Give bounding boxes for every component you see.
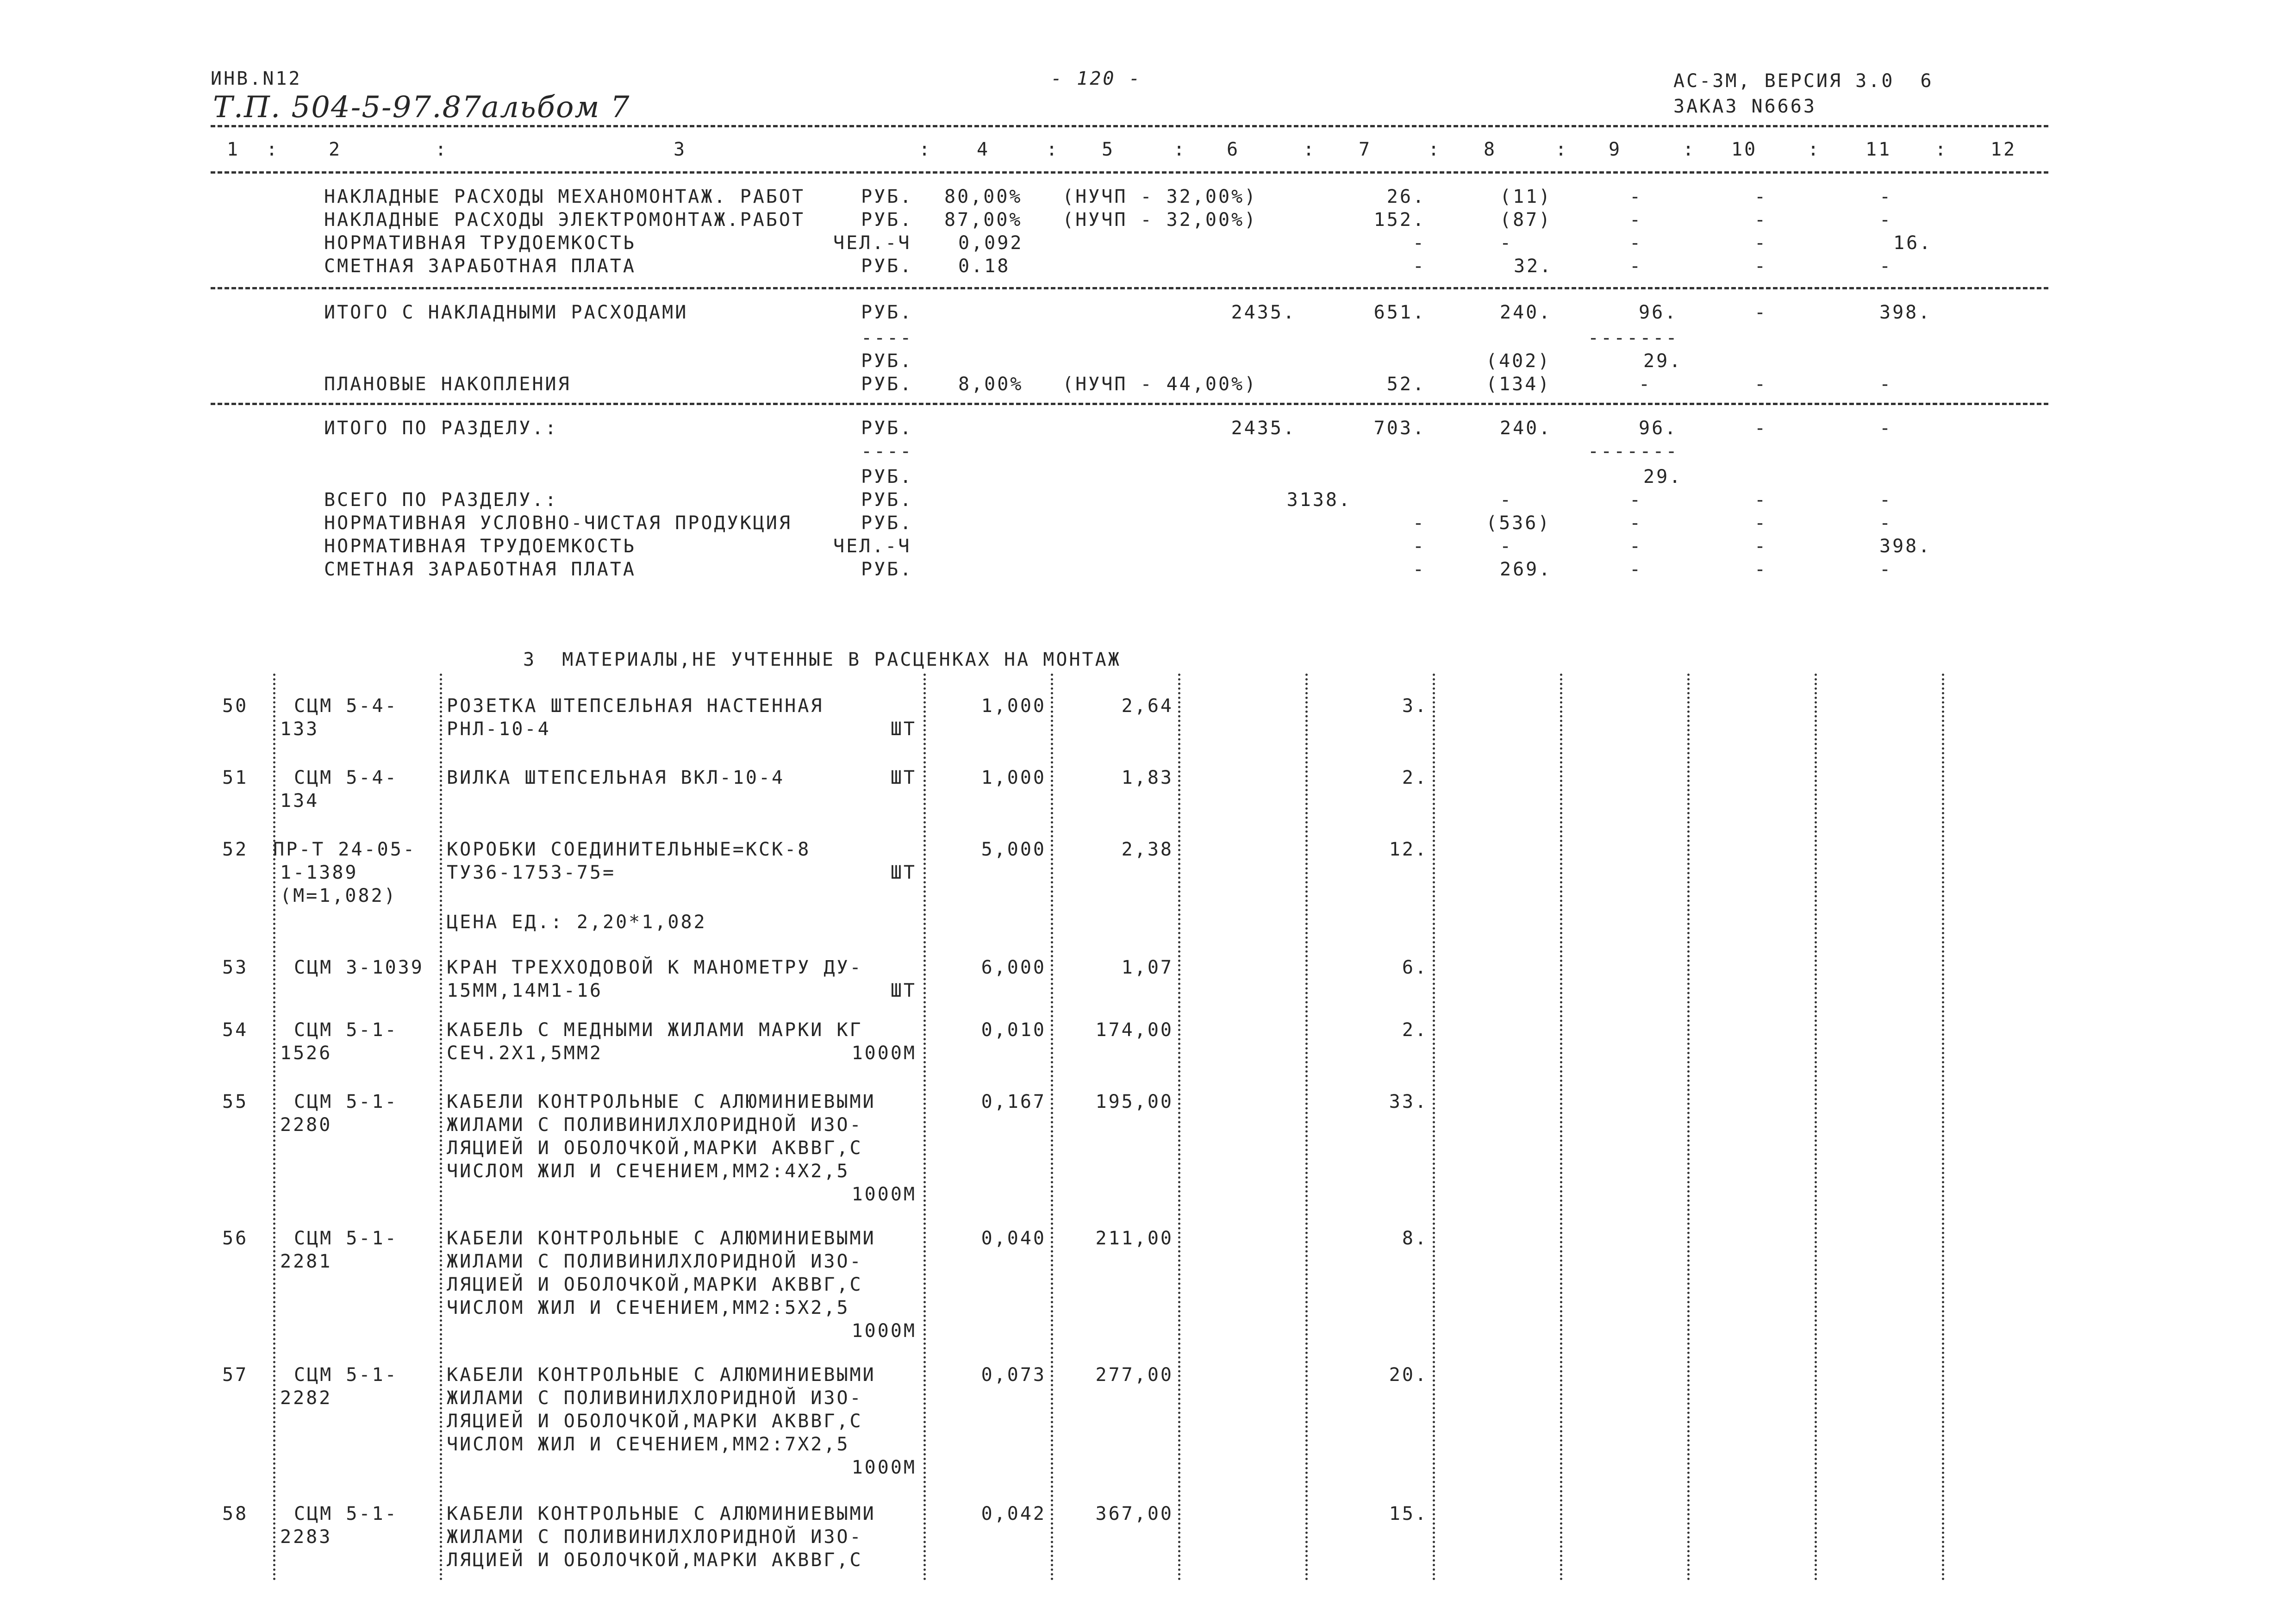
row-c11: - [1879, 489, 1893, 511]
item-desc-line3: ЛЯЦИЕЙ И ОБОЛОЧКОЙ,МАРКИ АКВВГ,С [447, 1411, 863, 1432]
item-qty: 0,010 [981, 1019, 1046, 1041]
row-c8: (87) [1500, 209, 1552, 231]
row-c8: (536) [1486, 512, 1551, 534]
item-qty: 5,000 [981, 839, 1046, 860]
row-c11: - [1879, 512, 1893, 534]
row-c10: - [1754, 302, 1768, 323]
item-desc-line4: ЧИСЛОМ ЖИЛ И СЕЧЕНИЕМ,ММ2:5Х2,5 [447, 1297, 850, 1318]
row-name: ВСЕГО ПО РАЗДЕЛУ.: [324, 489, 558, 511]
row-c9: 29. [1643, 350, 1683, 372]
row-c11: - [1879, 209, 1893, 231]
row-rate: 0,092 [958, 232, 1023, 254]
row-c9: - [1629, 232, 1643, 254]
row-c7: - [1412, 256, 1426, 277]
item-price: 1,83 [1121, 767, 1173, 788]
row-c9: - [1629, 209, 1643, 231]
item-total: 2. [1402, 1019, 1428, 1041]
item-unit: ШТ [890, 980, 917, 1001]
item-price: 277,00 [1095, 1364, 1173, 1386]
col-no-11: 11 [1866, 139, 1892, 160]
item-code: СЦМ 5-1- [294, 1364, 398, 1386]
c9-divider: ------- [1588, 327, 1679, 349]
item-code: СЦМ 5-4- [294, 695, 398, 717]
col-no-8: 8 [1484, 139, 1497, 160]
item-code: СЦМ 5-1- [294, 1091, 398, 1112]
row-unit: РУБ. [861, 512, 913, 534]
item-total: 2. [1402, 767, 1428, 788]
item-code: СЦМ 5-1- [294, 1228, 398, 1249]
row-c10: - [1754, 512, 1768, 534]
item-desc-line2: ЖИЛАМИ С ПОЛИВИНИЛХЛОРИДНОЙ ИЗО- [447, 1251, 863, 1272]
item-desc-line3: ЛЯЦИЕЙ И ОБОЛОЧКОЙ,МАРКИ АКВВГ,С [447, 1137, 863, 1159]
item-no: 52 [222, 839, 249, 860]
row-c9: - [1639, 374, 1652, 395]
item-unit: ШТ [890, 862, 917, 883]
program-version: АС-3М, ВЕРСИЯ 3.0 6 [1673, 70, 1934, 92]
item-qty: 0,042 [981, 1503, 1046, 1524]
col-no-6: 6 [1227, 139, 1240, 160]
item-total: 20. [1389, 1364, 1428, 1386]
col-no-7: 7 [1359, 139, 1372, 160]
row-unit: ЧЕЛ.-Ч [833, 232, 911, 254]
item-desc-line2: ЖИЛАМИ С ПОЛИВИНИЛХЛОРИДНОЙ ИЗО- [447, 1526, 863, 1548]
row-c10: - [1754, 209, 1768, 231]
row-unit: РУБ. [861, 350, 913, 372]
row-c8: 32. [1514, 256, 1553, 277]
row-c7: - [1412, 512, 1426, 534]
item-code-line2: 133 [280, 718, 319, 740]
item-desc-line2: ЖИЛАМИ С ПОЛИВИНИЛХЛОРИДНОЙ ИЗО- [447, 1114, 863, 1136]
row-c8: 240. [1500, 302, 1552, 323]
item-desc: ВИЛКА ШТЕПСЕЛЬНАЯ ВКЛ-10-4 [447, 767, 785, 788]
row-c8: - [1500, 536, 1513, 557]
item-qty: 0,040 [981, 1228, 1046, 1249]
row-name: НОРМАТИВНАЯ ТРУДОЕМКОСТЬ [324, 536, 636, 557]
row-c9: 96. [1639, 418, 1678, 439]
row-unit: РУБ. [861, 302, 913, 323]
row-nuchp: (НУЧП - 44,00%) [1062, 374, 1258, 395]
row-unit: РУБ. [861, 466, 913, 487]
row-name: НАКЛАДНЫЕ РАСХОДЫ МЕХАНОМОНТАЖ. РАБОТ [324, 186, 805, 207]
item-unit: 1000М [851, 1320, 917, 1342]
row-c8: (402) [1486, 350, 1551, 372]
inventory-number: ИНВ.N12 [211, 68, 302, 89]
item-desc: КАБЕЛИ КОНТРОЛЬНЫЕ С АЛЮМИНИЕВЫМИ [447, 1503, 876, 1524]
item-desc: РОЗЕТКА ШТЕПСЕЛЬНАЯ НАСТЕННАЯ [447, 695, 824, 717]
item-total: 12. [1389, 839, 1428, 860]
row-c9: - [1629, 559, 1643, 580]
row-c10: - [1754, 186, 1768, 207]
row-c9: - [1629, 512, 1643, 534]
row-c9: - [1629, 536, 1643, 557]
item-total: 8. [1402, 1228, 1428, 1249]
row-name: НАКЛАДНЫЕ РАСХОДЫ ЭЛЕКТРОМОНТАЖ.РАБОТ [324, 209, 805, 231]
row-c7: 26. [1386, 186, 1426, 207]
item-qty: 0,167 [981, 1091, 1046, 1112]
row-unit: РУБ. [861, 418, 913, 439]
row-name: ИТОГО ПО РАЗДЕЛУ.: [324, 418, 558, 439]
item-unit: ШТ [890, 767, 917, 788]
item-desc: КАБЕЛИ КОНТРОЛЬНЫЕ С АЛЮМИНИЕВЫМИ [447, 1091, 876, 1112]
item-price: 174,00 [1095, 1019, 1173, 1041]
item-unit: ШТ [890, 718, 917, 740]
row-c9: - [1629, 489, 1643, 511]
item-code-line2: 2280 [280, 1114, 332, 1136]
rule-2 [211, 403, 2048, 405]
col-no-10: 10 [1731, 139, 1758, 160]
row-rate: 0.18 [958, 256, 1011, 277]
rule-1 [211, 287, 2048, 289]
row-unit: РУБ. [861, 559, 913, 580]
row-unit: РУБ. [861, 209, 913, 231]
item-desc: КАБЕЛЬ С МЕДНЫМИ ЖИЛАМИ МАРКИ КГ [447, 1019, 863, 1041]
row-c6: 2435. [1231, 302, 1296, 323]
row-c11: 398. [1879, 536, 1932, 557]
row-nuchp: (НУЧП - 32,00%) [1062, 209, 1258, 231]
row-c7: - [1412, 536, 1426, 557]
item-code: ПР-Т 24-05- [273, 839, 416, 860]
row-c10: - [1754, 536, 1768, 557]
item-code: СЦМ 5-1- [294, 1503, 398, 1524]
handwritten-reference: Т.П. 504-5-97.87 [213, 90, 482, 125]
item-no: 53 [222, 957, 249, 978]
row-rate: 87,00% [944, 209, 1023, 231]
item-desc-line4: ЧИСЛОМ ЖИЛ И СЕЧЕНИЕМ,ММ2:7Х2,5 [447, 1434, 850, 1455]
row-c11: 398. [1879, 302, 1932, 323]
row-unit: РУБ. [861, 489, 913, 511]
row-c8: (134) [1486, 374, 1551, 395]
item-no: 58 [222, 1503, 249, 1524]
unit-divider: ---- [861, 327, 913, 349]
item-desc-line4: ЧИСЛОМ ЖИЛ И СЕЧЕНИЕМ,ММ2:4Х2,5 [447, 1161, 850, 1182]
item-unit: 1000М [851, 1457, 917, 1478]
row-unit: ЧЕЛ.-Ч [833, 536, 911, 557]
row-c11: - [1879, 418, 1893, 439]
row-name: ПЛАНОВЫЕ НАКОПЛЕНИЯ [324, 374, 571, 395]
row-c10: - [1754, 559, 1768, 580]
item-total: 15. [1389, 1503, 1428, 1524]
row-name: НОРМАТИВНАЯ УСЛОВНО-ЧИСТАЯ ПРОДУКЦИЯ [324, 512, 792, 534]
row-unit: РУБ. [861, 374, 913, 395]
row-c10: - [1754, 232, 1768, 254]
item-code-line3: (М=1,082) [280, 885, 397, 906]
header-rule-top [211, 125, 2048, 127]
item-no: 54 [222, 1019, 249, 1041]
item-desc: КАБЕЛИ КОНТРОЛЬНЫЕ С АЛЮМИНИЕВЫМИ [447, 1228, 876, 1249]
row-c7: 703. [1373, 418, 1426, 439]
col-no-2: 2 [329, 139, 342, 160]
row-name: СМЕТНАЯ ЗАРАБОТНАЯ ПЛАТА [324, 559, 636, 580]
row-c9: - [1629, 186, 1643, 207]
item-qty: 1,000 [981, 767, 1046, 788]
item-desc: КОРОБКИ СОЕДИНИТЕЛЬНЫЕ=КСК-8 [447, 839, 811, 860]
item-code: СЦМ 5-4- [294, 767, 398, 788]
item-price: 195,00 [1095, 1091, 1173, 1112]
row-c8: 240. [1500, 418, 1552, 439]
item-code-line2: 2281 [280, 1251, 332, 1272]
row-c10: - [1754, 256, 1768, 277]
item-desc: КАБЕЛИ КОНТРОЛЬНЫЕ С АЛЮМИНИЕВЫМИ [447, 1364, 876, 1386]
item-price: 211,00 [1095, 1228, 1173, 1249]
item-qty: 0,073 [981, 1364, 1046, 1386]
item-unit: 1000М [851, 1184, 917, 1205]
col-no-9: 9 [1609, 139, 1622, 160]
item-desc-line2: СЕЧ.2Х1,5ММ2 [447, 1043, 603, 1064]
order-number: ЗАКАЗ N6663 [1673, 96, 1816, 117]
item-code-line2: 1-1389 [280, 862, 358, 883]
row-c8: 269. [1500, 559, 1552, 580]
row-unit: РУБ. [861, 256, 913, 277]
item-price: 2,64 [1121, 695, 1173, 717]
row-c11: 16. [1893, 232, 1933, 254]
row-unit: РУБ. [861, 186, 913, 207]
item-desc-line2: РНЛ-10-4 [447, 718, 551, 740]
item-total: 6. [1402, 957, 1428, 978]
item-total: 33. [1389, 1091, 1428, 1112]
item-no: 51 [222, 767, 249, 788]
item-code-line2: 134 [280, 790, 319, 812]
row-c10: - [1754, 374, 1768, 395]
row-c9: 96. [1639, 302, 1678, 323]
row-rate: 8,00% [958, 374, 1023, 395]
item-price: 2,38 [1121, 839, 1173, 860]
row-c7: - [1412, 559, 1426, 580]
item-no: 50 [222, 695, 249, 717]
item-code: СЦМ 5-1- [294, 1019, 398, 1041]
col-no-1: 1 [227, 139, 240, 160]
row-c6: 3138. [1286, 489, 1352, 511]
item-unit: 1000М [851, 1043, 917, 1064]
row-name: ИТОГО С НАКЛАДНЫМИ РАСХОДАМИ [324, 302, 688, 323]
item-code-line2: 2283 [280, 1526, 332, 1548]
item-no: 55 [222, 1091, 249, 1112]
row-c7: 651. [1373, 302, 1426, 323]
handwritten-album: альбом 7 [481, 90, 630, 125]
row-c7: - [1412, 232, 1426, 254]
row-nuchp: (НУЧП - 32,00%) [1062, 186, 1258, 207]
item-code: СЦМ 3-1039 [294, 957, 424, 978]
item-desc-line2: ЖИЛАМИ С ПОЛИВИНИЛХЛОРИДНОЙ ИЗО- [447, 1387, 863, 1409]
unit-divider: ---- [861, 441, 913, 462]
item-price-note: ЦЕНА ЕД.: 2,20*1,082 [447, 912, 707, 933]
row-c10: - [1754, 418, 1768, 439]
row-name: НОРМАТИВНАЯ ТРУДОЕМКОСТЬ [324, 232, 636, 254]
col-no-12: 12 [1990, 139, 2017, 160]
item-price: 1,07 [1121, 957, 1173, 978]
item-code-line2: 1526 [280, 1043, 332, 1064]
row-c10: - [1754, 489, 1768, 511]
row-c8: - [1500, 232, 1513, 254]
section-title: 3 МАТЕРИАЛЫ,НЕ УЧТЕННЫЕ В РАСЦЕНКАХ НА МОНТАЖ [523, 649, 1121, 670]
row-c7: 152. [1373, 209, 1426, 231]
item-qty: 6,000 [981, 957, 1046, 978]
row-c8: (11) [1500, 186, 1552, 207]
row-c11: - [1879, 186, 1893, 207]
c9-divider: ------- [1588, 441, 1679, 462]
row-c8: - [1500, 489, 1513, 511]
item-desc: КРАН ТРЕХХОДОВОЙ К МАНОМЕТРУ ДУ- [447, 957, 863, 978]
row-c11: - [1879, 559, 1893, 580]
row-c9: 29. [1643, 466, 1683, 487]
page-number: - 120 - [1051, 68, 1142, 89]
row-c6: 2435. [1231, 418, 1296, 439]
row-c7: 52. [1386, 374, 1426, 395]
row-name: СМЕТНАЯ ЗАРАБОТНАЯ ПЛАТА [324, 256, 636, 277]
item-desc-line3: ЛЯЦИЕЙ И ОБОЛОЧКОЙ,МАРКИ АКВВГ,С [447, 1549, 863, 1571]
header-rule-bottom [211, 171, 2048, 174]
row-c9: - [1629, 256, 1643, 277]
item-price: 367,00 [1095, 1503, 1173, 1524]
item-total: 3. [1402, 695, 1428, 717]
row-rate: 80,00% [944, 186, 1023, 207]
item-desc-line3: ЛЯЦИЕЙ И ОБОЛОЧКОЙ,МАРКИ АКВВГ,С [447, 1274, 863, 1295]
item-no: 56 [222, 1228, 249, 1249]
item-qty: 1,000 [981, 695, 1046, 717]
row-c11: - [1879, 256, 1893, 277]
item-desc-line2: ТУ36-1753-75= [447, 862, 616, 883]
col-no-5: 5 [1102, 139, 1115, 160]
col-no-3: 3 [674, 139, 687, 160]
col-no-4: 4 [977, 139, 990, 160]
item-code-line2: 2282 [280, 1387, 332, 1409]
item-desc-line2: 15ММ,14М1-16 [447, 980, 603, 1001]
row-c11: - [1879, 374, 1893, 395]
item-no: 57 [222, 1364, 249, 1386]
